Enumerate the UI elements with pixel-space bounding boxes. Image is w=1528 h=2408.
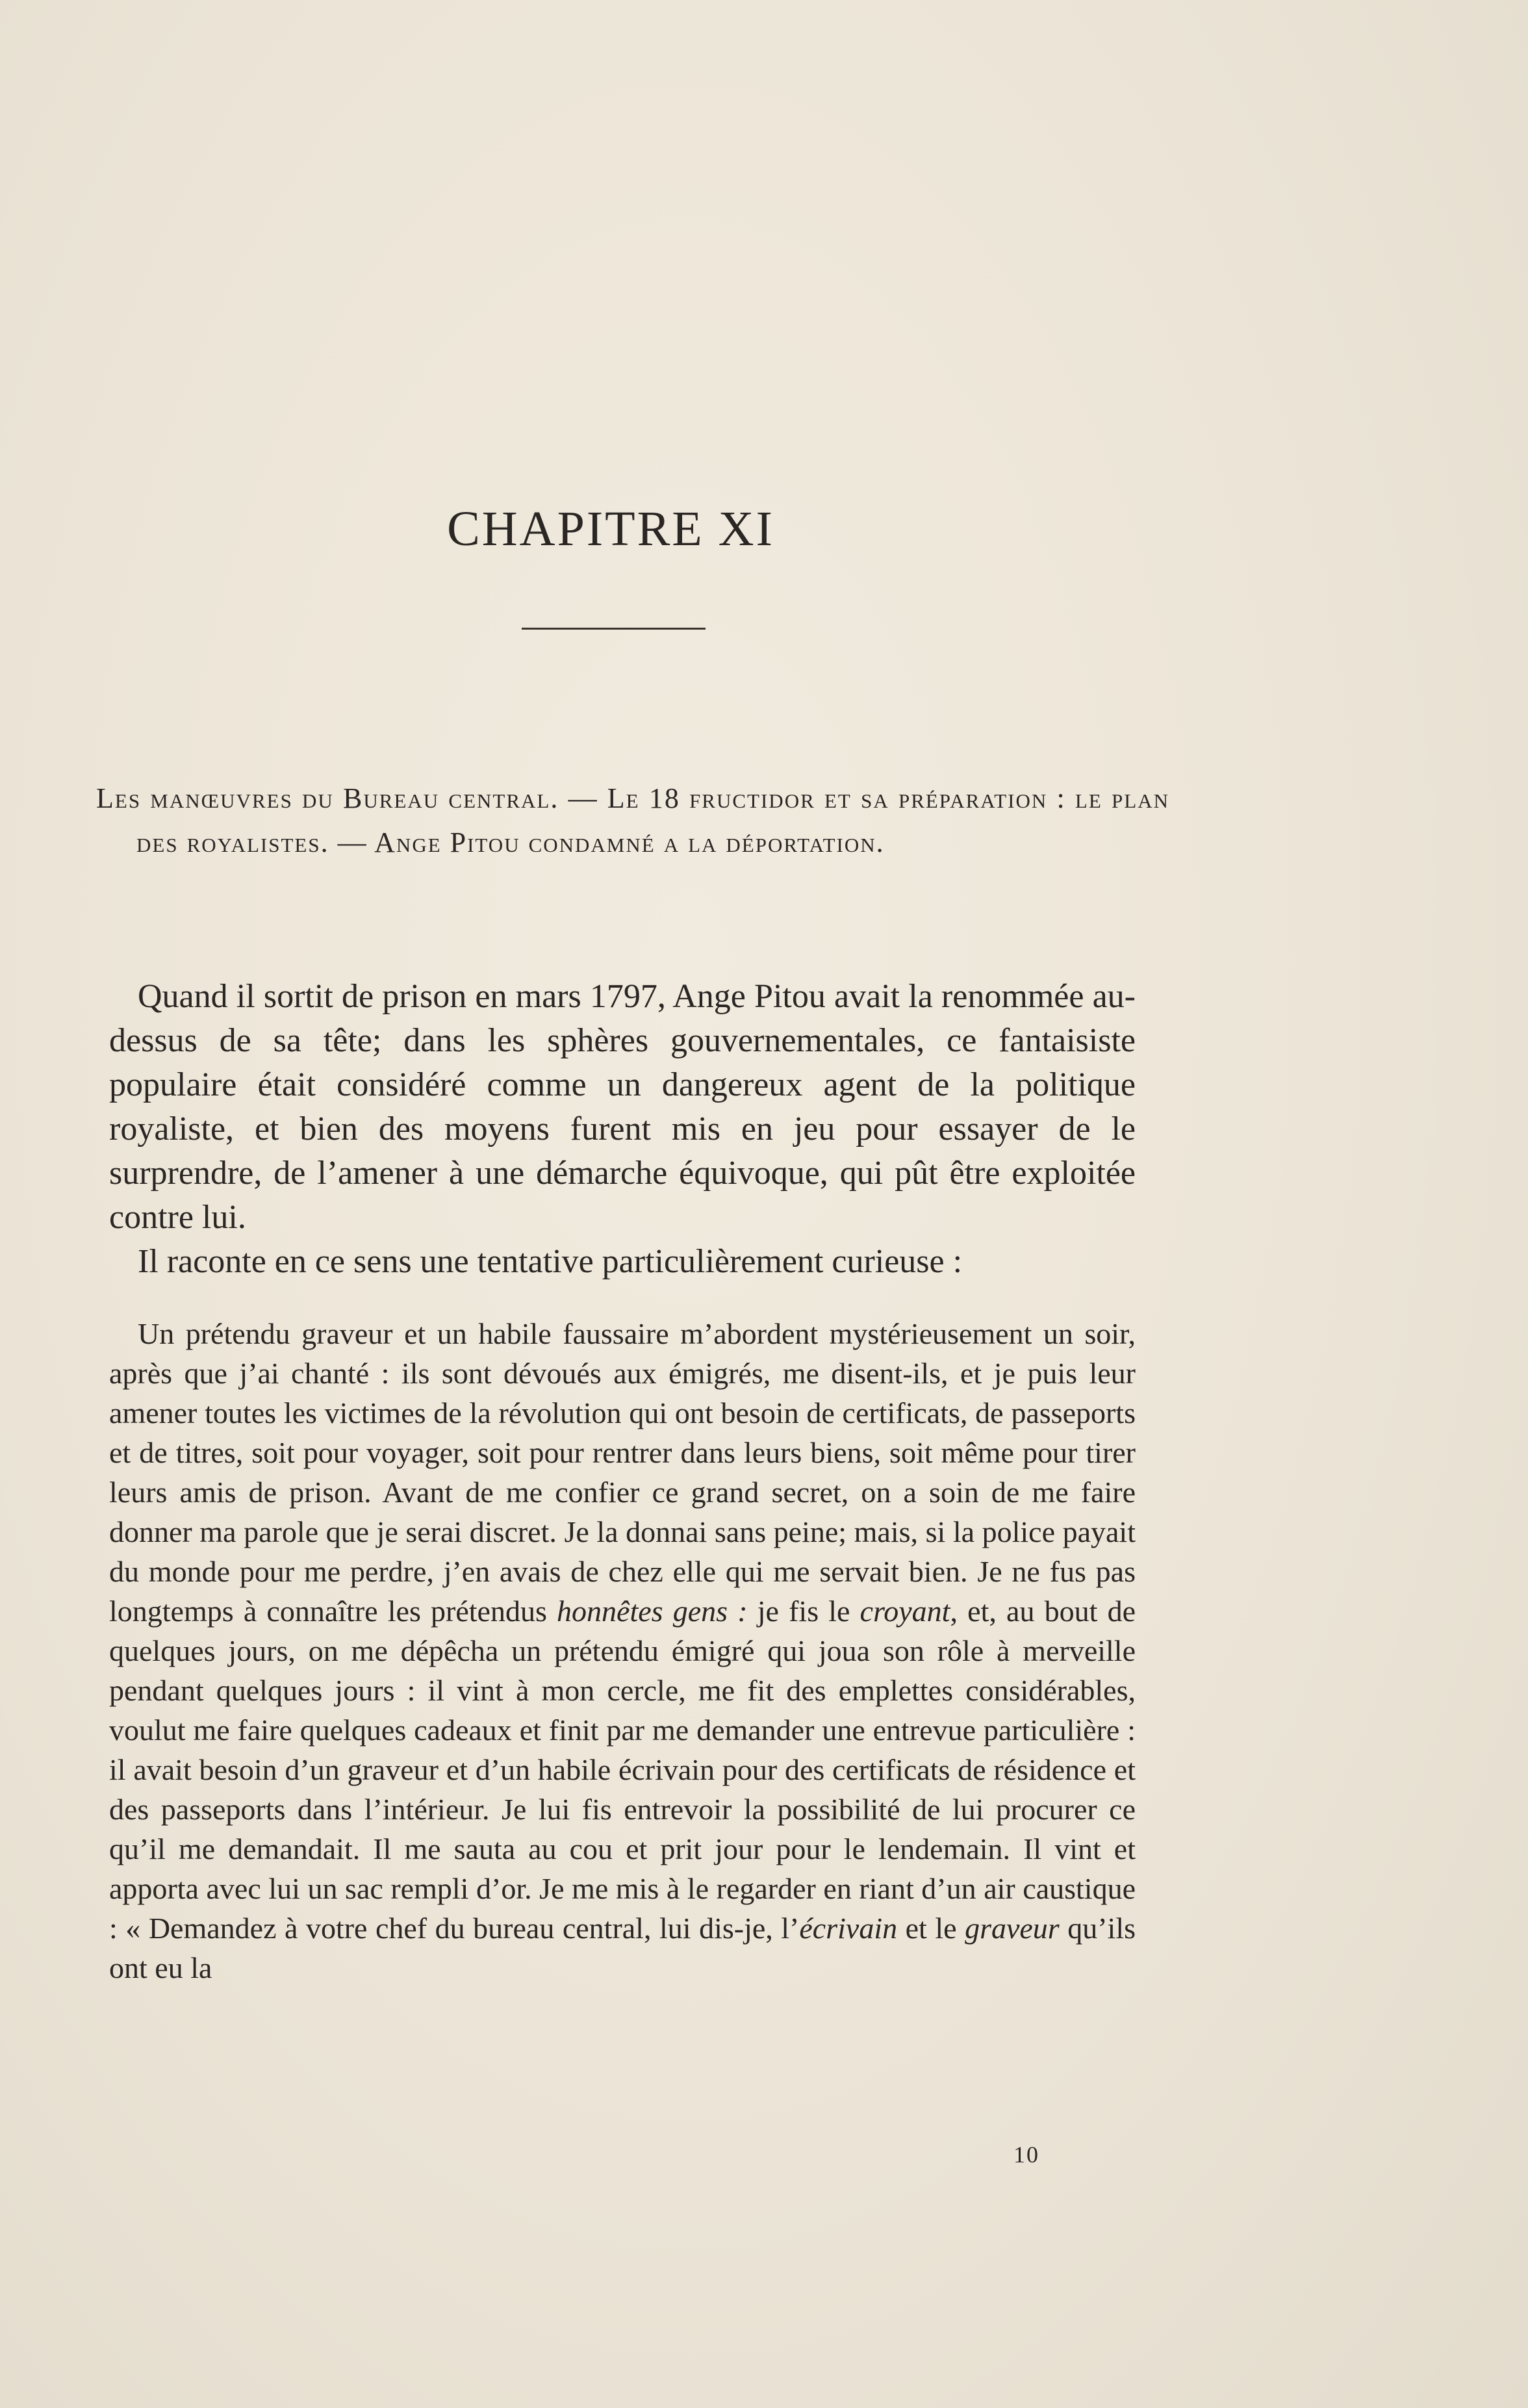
chapter-summary: Les manœuvres du Bureau central. — Le 18 fructidor et sa préparation : le plan des royalistes. — Ange Pitou condamné a la déportation.	[96, 782, 1169, 858]
paragraph-1: Quand il sortit de prison en mars 1797, Ange Pitou avait la renommée au-dessus de sa tête; dans les sphères gouvernementales, ce fantaisiste populaire était considéré comme un dangereux agent de la politique royaliste, et bien des moyens furent mis en jeu pour essayer de le surprendre, de l’amener à une démarche équivoque, qui pût être exploitée contre lui.	[109, 978, 1136, 1236]
quote-paragraph	[109, 1314, 1136, 1988]
quote-text-2: je fis le	[747, 1595, 860, 1628]
quote-text-1: Un prétendu graveur et un habile faussaire m’abordent mystérieusement un soir, après que j’ai chanté : ils sont dévoués aux émigrés, me disent-ils, et je puis leur amener toutes les victimes de la révolution qui ont besoin de certificats, de passeports et de titres, soit pour voyager, soit pour rentrer dans leurs biens, soit même pour tirer leurs amis de prison. Avant de me confier ce grand secret, on a soin de me faire donner ma parole que je serai discret. Je la donnai sans peine; mais, si la police payait du monde pour me perdre, j’en avais de chez elle qui me servait bien. Je ne fus pas longtemps à connaître les prétendus	[109, 1317, 1136, 1628]
quoted-passage	[109, 1314, 1136, 1988]
quote-italic-1: honnêtes gens :	[557, 1595, 748, 1628]
quote-italic-2: croyant	[860, 1595, 950, 1628]
paragraph-2: Il raconte en ce sens une tentative particulièrement curieuse :	[138, 1243, 963, 1280]
body-text	[109, 975, 1136, 1284]
quote-italic-4: graveur	[965, 1912, 1060, 1945]
quote-text-3: , et, au bout de quelques jours, on me dépêcha un prétendu émigré qui joua son rôle à merveille pendant quelques jours : il vint à mon cercle, me fit des emplettes considérables, voulut me faire quelques cadeaux et finit par me demander une entrevue particulière : il avait besoin d’un graveur et d’un habile écrivain pour des certificats de résidence et des passeports dans l’intérieur. Je lui fis entrevoir la possibilité de lui procurer ce qu’il me demandait. Il me sauta au cou et prit jour pour le lendemain. Il vint et apporta avec lui un sac rempli d’or. Je me mis à le regarder en riant d’un air caustique : « Demandez à votre chef du bureau central, lui dis-je, l’	[109, 1595, 1136, 1945]
title-divider	[522, 628, 706, 630]
quote-text-5: qu’ils ont eu la	[109, 1912, 1136, 1984]
page-number: 10	[1013, 2142, 1039, 2168]
quote-text-4: et le	[897, 1912, 965, 1945]
quote-italic-3: écrivain	[799, 1912, 898, 1945]
chapter-title: CHAPITRE XI	[447, 501, 774, 556]
